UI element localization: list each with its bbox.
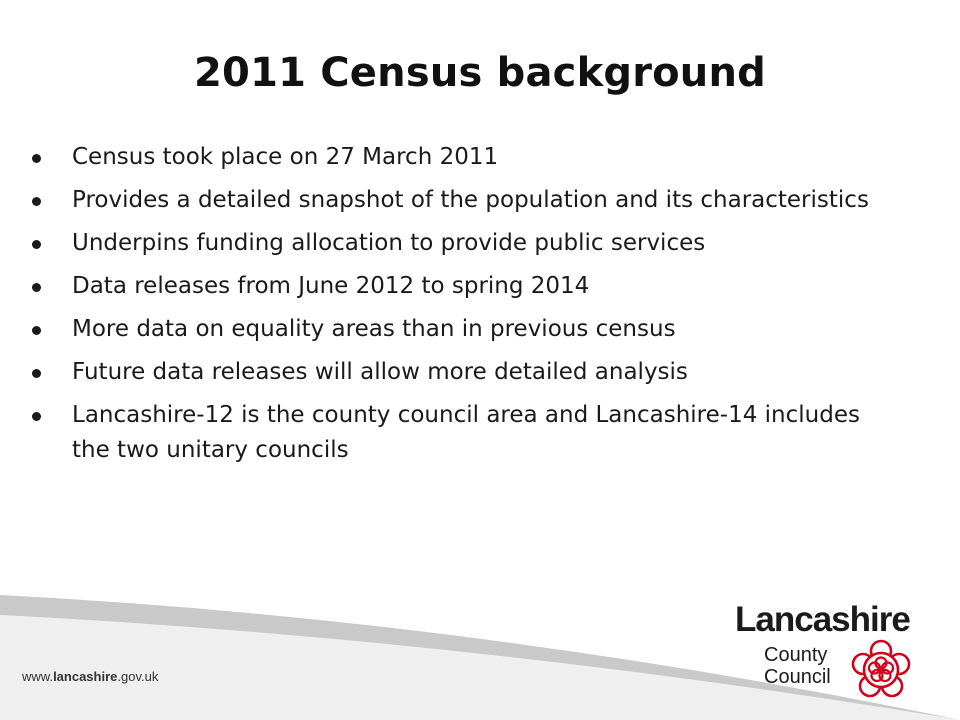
url-suffix: .gov.uk — [117, 669, 159, 684]
logo-line-council: Council — [764, 666, 831, 688]
bullet-dot-icon — [32, 412, 41, 421]
logo-line-county: County — [764, 644, 828, 666]
logo-name: Lancashire — [735, 600, 910, 639]
bullet-dot-icon — [32, 240, 41, 249]
bullet-item — [30, 269, 890, 304]
bullet-item — [30, 355, 890, 390]
bullet-dot-icon — [32, 326, 41, 335]
bullet-text: Future data releases will allow more detailed analysis — [72, 359, 688, 385]
url-prefix: www. — [22, 669, 54, 684]
website-url[interactable] — [22, 669, 158, 684]
bullet-text: More data on equality areas than in previous census — [72, 316, 676, 342]
slide-title: 2011 Census background — [194, 50, 766, 96]
bullet-dot-icon — [32, 283, 41, 292]
red-rose-icon — [848, 637, 914, 703]
bullet-text: Lancashire-12 is the county council area and Lancashire-14 includes the two unitary councils — [72, 402, 860, 463]
bullet-text: Census took place on 27 March 2011 — [72, 144, 499, 170]
bullet-item — [30, 226, 890, 261]
bullet-list — [30, 140, 890, 476]
bullet-item — [30, 398, 890, 468]
bullet-dot-icon — [32, 154, 41, 163]
bullet-item — [30, 312, 890, 347]
bullet-dot-icon — [32, 369, 41, 378]
bullet-dot-icon — [32, 197, 41, 206]
url-domain: lancashire — [53, 669, 118, 684]
bullet-text: Underpins funding allocation to provide public services — [72, 230, 706, 256]
bullet-item — [30, 140, 890, 175]
bullet-text: Provides a detailed snapshot of the population and its characteristics — [72, 187, 869, 213]
bullet-item — [30, 183, 890, 218]
lancashire-county-council-logo — [735, 600, 935, 710]
bullet-text: Data releases from June 2012 to spring 2014 — [72, 273, 590, 299]
